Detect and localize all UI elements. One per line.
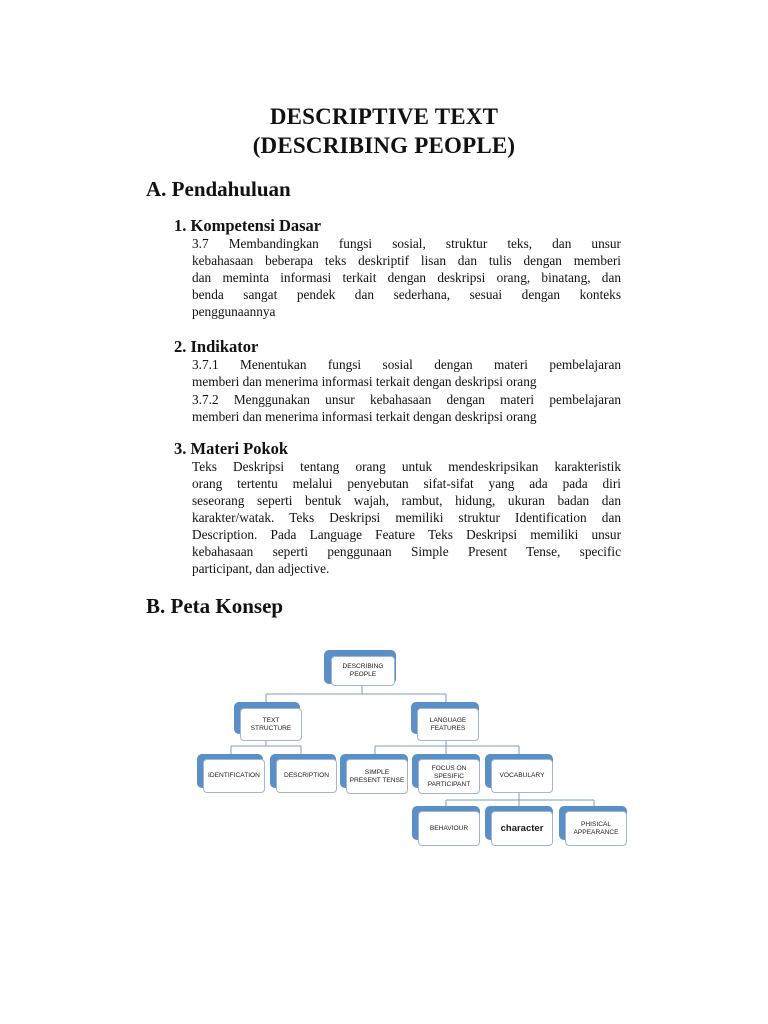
node-label: VOCABULARY xyxy=(491,759,553,793)
kd-line: 3.7 Membandingkan fungsi sosial, struktur teks, dan unsur xyxy=(192,236,621,251)
indikator-line: 3.7.1 Menentukan fungsi sosial dengan materi pembelajaran xyxy=(192,357,621,372)
node-label: IDENTIFICATION xyxy=(203,759,265,793)
materi-line: kebahasaan seperti penggunaan Simple Present Tense, specific xyxy=(192,544,621,559)
indikator-heading: 2. Indikator xyxy=(174,337,259,356)
section-a-heading: A. Pendahuluan xyxy=(146,177,291,201)
kd-line: benda sangat pendek dan sederhana, sesuai dengan konteks xyxy=(192,287,621,302)
indikator-line: 3.7.2 Menggunakan unsur kebahasaan dengan materi pembelajaran xyxy=(192,392,621,407)
materi-line: seseorang seperti bentuk wajah, rambut, hidung, ukuran badan dan xyxy=(192,493,621,508)
node-label: FOCUS ON SPESIFIC PARTICIPANT xyxy=(418,759,480,794)
materi-heading: 3. Materi Pokok xyxy=(174,439,289,458)
indikator-line: memberi dan menerima informasi terkait dengan deskripsi orang xyxy=(192,374,537,389)
materi-line: Description. Pada Language Feature Teks Deskripsi memiliki unsur xyxy=(192,527,621,542)
materi-line: Teks Deskripsi tentang orang untuk mendeskripsikan karakteristik xyxy=(192,459,621,474)
indikator-line: memberi dan menerima informasi terkait dengan deskripsi orang xyxy=(192,409,537,424)
materi-line: karakter/watak. Teks Deskripsi memiliki struktur Identification dan xyxy=(192,510,621,525)
kd-line: penggunaannya xyxy=(192,304,276,319)
document-title-line-1: DESCRIPTIVE TEXT xyxy=(269,104,499,129)
node-label: LANGUAGE FEATURES xyxy=(417,708,479,741)
node-label: character xyxy=(491,811,553,846)
kd-line: dan meminta informasi terkait dengan deskripsi orang, binatang, dan xyxy=(192,270,621,285)
materi-line: participant, dan adjective. xyxy=(192,561,330,576)
node-label: BEHAVIOUR xyxy=(418,811,480,846)
kd-line: kebahasaan beberapa teks deskriptif lisan dan tulis dengan memberi xyxy=(192,253,621,268)
node-label: PHISICAL APPEARANCE xyxy=(565,811,627,846)
kd-heading: 1. Kompetensi Dasar xyxy=(174,216,322,235)
node-label: SIMPLE PRESENT TENSE xyxy=(346,759,408,794)
section-b-heading: B. Peta Konsep xyxy=(146,594,284,618)
document-title-line-2: (DESCRIBING PEOPLE) xyxy=(252,133,516,158)
node-label: DESCRIPTION xyxy=(276,759,337,793)
materi-line: orang tertentu melalui penyebutan sifat-sifat yang ada pada diri xyxy=(192,476,621,491)
node-label: TEXT STRUCTURE xyxy=(240,708,302,741)
node-label: DESCRIBING PEOPLE xyxy=(331,656,395,686)
